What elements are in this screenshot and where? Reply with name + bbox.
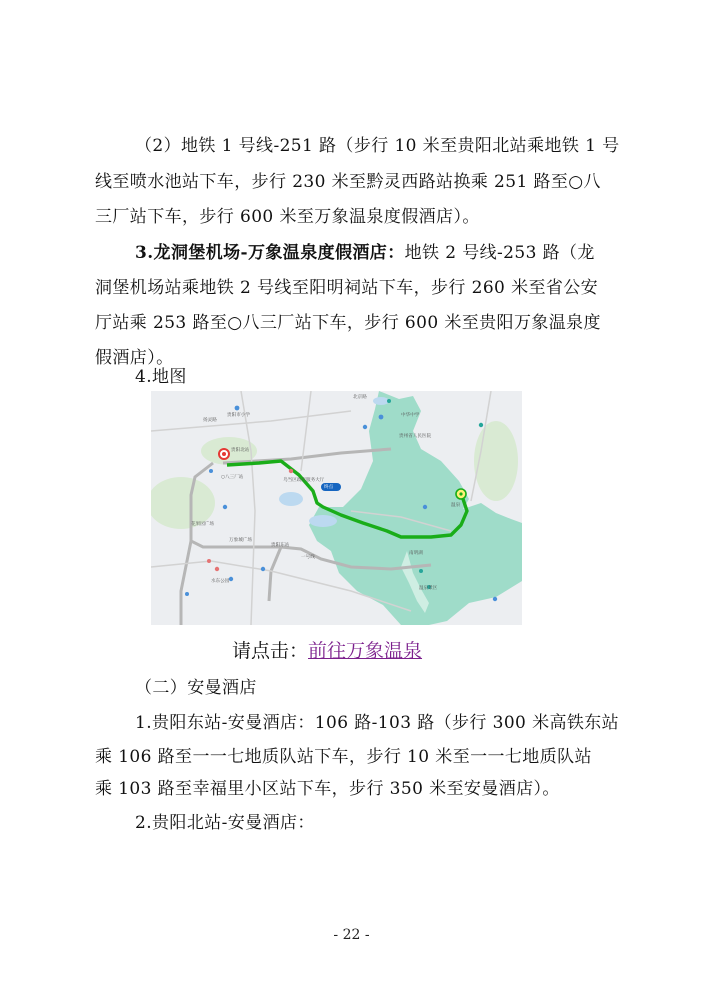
p1-line-2: 线至喷水池站下车，步行 230 米至黔灵西路站换乘 251 路至○八 [95, 172, 601, 192]
map-label-lake: 南明湖 [409, 551, 423, 556]
map-label-plaza2: 万象城广场 [229, 538, 252, 543]
p2-line-2: 洞堡机场站乘地铁 2 号线至阳明祠站下车，步行 260 米至省公安 [95, 278, 599, 298]
p2-line-1 [135, 242, 617, 264]
p4-line-1: 2.贵阳北站-安曼酒店： [135, 813, 315, 833]
p2-heading: 3.龙洞堡机场-万象温泉度假酒店： [135, 243, 405, 263]
map-label-park: 水东公园 [211, 579, 230, 584]
link-prefix: 请点击： [232, 640, 309, 662]
map-label-plaza1: 花果园广场 [191, 522, 214, 527]
p2-line-1-rest: 地铁 2 号线-253 路（龙 [404, 243, 595, 263]
route-map-drawing [151, 391, 522, 625]
p1-line-3: 三厂站下车，步行 600 米至万象温泉度假酒店）。 [95, 207, 480, 227]
map-label-end: 温泉 [451, 503, 461, 508]
p1-line-1: （2）地铁 1 号线-251 路（步行 10 米至贵阳北站乘地铁 1 号 [135, 136, 620, 156]
map-label-middle: 中华中学 [401, 413, 420, 418]
map-label-area2: 温泉景区 [419, 586, 438, 591]
p3-line-2: 乘 106 路至一一七地质队站下车，步行 10 米至一一七地质队站 [95, 747, 592, 767]
map-heading: 4.地图 [135, 367, 187, 387]
map-label-school: 贵阳市小学 [227, 413, 250, 418]
map-label-station2: 贵阳东站 [271, 543, 290, 548]
map-label-north: 北京路 [353, 395, 367, 400]
p3-line-1: 1.贵阳东站-安曼酒店：106 路-103 路（步行 300 米高铁东站 [135, 713, 620, 733]
map-label-start: 贵阳北站 [231, 448, 250, 453]
section-title: （二）安曼酒店 [135, 678, 257, 698]
map-label-current: 终点 [324, 485, 334, 490]
map-label-metro: 一号线 [301, 555, 315, 560]
p2-line-4: 假酒店）。 [95, 348, 174, 368]
map-label-depot: ○八三厂站 [221, 475, 244, 480]
route-map[interactable] [151, 391, 522, 625]
link-row [232, 636, 422, 663]
page-number: - 22 - [333, 927, 370, 943]
p3-line-3: 乘 103 路至幸福里小区站下车，步行 350 米至安曼酒店）。 [95, 779, 560, 799]
p2-line-3: 厅站乘 253 路至○八三厂站下车，步行 600 米至贵阳万象温泉度 [95, 313, 601, 333]
map-label-rd1: 扬灵路 [203, 418, 217, 423]
map-label-hq: 乌当区政府服务大厅 [283, 478, 325, 483]
map-label-dist1: 贵州省人民医院 [399, 434, 432, 439]
hotel-link[interactable]: 前往万象温泉 [308, 640, 423, 662]
